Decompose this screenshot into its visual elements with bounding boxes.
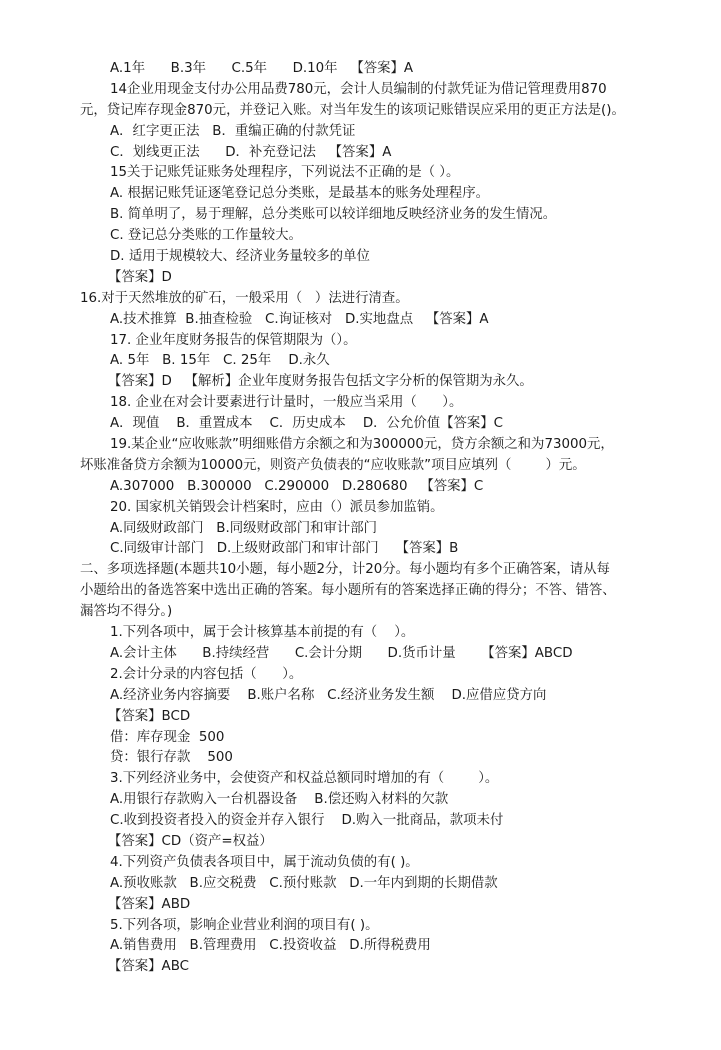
text-line: A．现值 B．重置成本 C．历史成本 D．公允价值【答案】C (110, 416, 504, 432)
text-line: C.同级审计部门 D.上级财政部门和审计部门 【答案】B (110, 541, 459, 557)
text-line: 1.下列各项中，属于会计核算基本前提的有（ ）。 (110, 625, 415, 641)
text-line: 【答案】CD（资产=权益） (108, 833, 273, 849)
text-line: 贷：银行存款 500 (110, 750, 233, 766)
text-line: 19.某企业“应收账款”明细账借方余额之和为300000元，贷方余额之和为73000元， (110, 437, 614, 453)
text-line: B. 简单明了，易于理解，总分类账可以较详细地反映经济业务的发生情况。 (110, 207, 557, 223)
text-line: A.1年 B.3年 C.5年 D.10年 【答案】A (110, 61, 414, 76)
text-line: C．划线更正法 D．补充登记法 【答案】A (110, 144, 392, 160)
text-line: A.同级财政部门 B.同级财政部门和审计部门 (110, 520, 378, 536)
text-line: 16.对于天然堆放的矿石，一般采用（ ）法进行清查。 (80, 290, 409, 306)
text-line: C. 登记总分类账的工作量较大。 (110, 228, 302, 244)
text-line: A. 根据记账凭证逐笔登记总分类账，是最基本的账务处理程序。 (110, 186, 489, 202)
text-line: A.会计主体 B.持续经营 C.会计分期 D.货币计量 【答案】ABCD (110, 645, 573, 661)
text-line: A.用银行存款购入一台机器设备 B.偿还购入材料的欠款 (110, 792, 449, 808)
text-line: 20. 国家机关销毁会计档案时，应由（）派员参加监销。 (110, 499, 444, 515)
text-line: 【答案】ABD (108, 896, 191, 912)
text-line: 17. 企业年度财务报告的保管期限为（）。 (110, 332, 357, 348)
text-line: 【答案】ABC (108, 959, 190, 975)
text-line: 坏账准备贷方余额为10000元，则资产负债表的“应收账款”项目应填列（ ）元。 (80, 457, 586, 473)
text-line: D. 适用于规模较大、经济业务量较多的单位 (110, 249, 370, 265)
text-line: 小题给出的备选答案中选出正确的答案。每小题所有的答案选择正确的得分；不答、错答、 (80, 583, 616, 599)
text-line: 漏答均不得分。) (80, 604, 173, 620)
text-line: A.经济业务内容摘要 B.账户名称 C.经济业务发生额 D.应借应贷方向 (110, 687, 547, 703)
text-line: A.技术推算 B.抽查检验 C.询证核对 D.实地盘点 【答案】A (110, 311, 489, 327)
text-line: 借：库存现金 500 (110, 729, 225, 745)
text-line: 二、多项选择题(本题共10小题，每小题2分，计20分。每小题均有多个正确答案，请从每 (80, 562, 610, 578)
text-line: 18. 企业在对会计要素进行计量时，一般应当采用（ ）。 (110, 395, 463, 411)
text-line: A.销售费用 B.管理费用 C.投资收益 D.所得税费用 (110, 938, 431, 954)
text-line: 4.下列资产负债表各项目中，属于流动负债的有( )。 (110, 854, 419, 870)
text-line: 元，贷记库存现金870元，并登记入账。对当年发生的该项记账错误应采用的更正方法是()。 (80, 102, 625, 118)
text-line: A.预收账款 B.应交税费 C.预付账款 D.一年内到期的长期借款 (110, 875, 498, 891)
text-line: 【答案】D 【解析】企业年度财务报告包括文字分析的保管期为永久。 (108, 374, 533, 390)
text-line: 15关于记账凭证账务处理程序，下列说法不正确的是（ ）。 (110, 165, 460, 181)
text-line: 14企业用现金支付办公用品费780元，会计人员编制的付款凭证为借记管理费用870 (110, 81, 607, 97)
text-line: A.307000 B.300000 C.290000 D.280680 【答案】C (110, 478, 484, 494)
text-line: 【答案】BCD (108, 708, 191, 724)
text-line: A. 5年 B. 15年 C. 25年 D.永久 (110, 353, 330, 369)
text-line: A．红字更正法 B．重编正确的付款凭证 (110, 123, 356, 139)
text-line: C.收到投资者投入的资金并存入银行 D.购入一批商品，款项未付 (110, 813, 504, 829)
text-line: 5.下列各项，影响企业营业利润的项目有( )。 (110, 917, 379, 933)
text-line: 2.会计分录的内容包括（ ）。 (110, 666, 303, 682)
text-line: 【答案】D (108, 269, 172, 285)
text-line: 3.下列经济业务中，会使资产和权益总额同时增加的有（ ）。 (110, 771, 499, 787)
